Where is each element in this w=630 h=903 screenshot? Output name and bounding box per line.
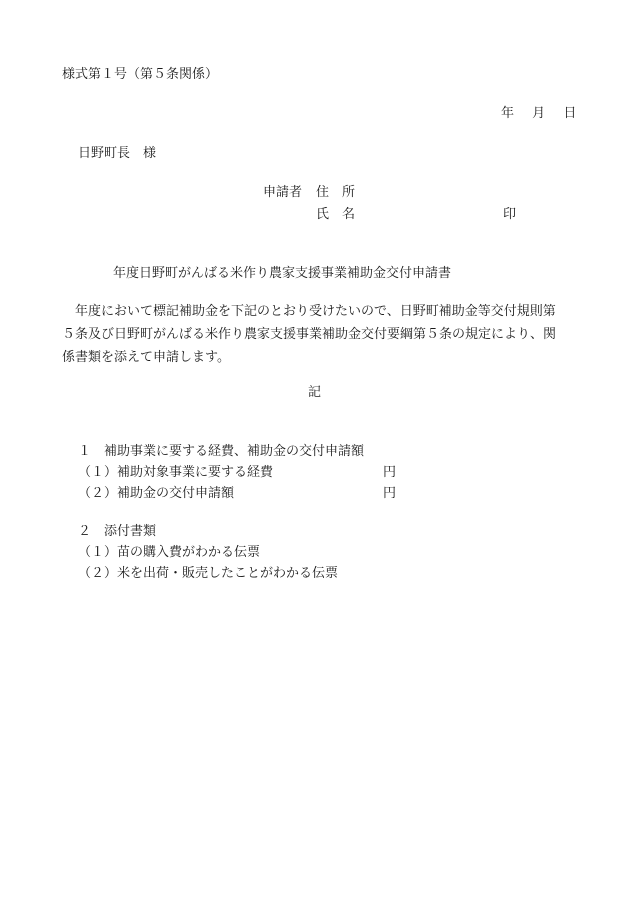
- seal-mark: 印: [503, 207, 517, 222]
- form-number-label: 様式第１号（第５条関係）: [62, 67, 219, 82]
- ki-notation: 記: [308, 385, 322, 400]
- body-line: ５条及び日野町がんばる米作り農家支援事業補助金交付要綱第５条の規定により、関: [62, 327, 557, 342]
- section-1-item-1-unit: 円: [383, 465, 397, 480]
- section-1-item-2-label: （２）補助金の交付申請額: [78, 486, 235, 501]
- applicant-label: 申請者: [263, 185, 303, 200]
- body-line: 年度において標記補助金を下記のとおり受けたいので、日野町補助金等交付規則第: [62, 304, 556, 319]
- date-month: 月: [532, 106, 546, 121]
- date-line: [501, 106, 576, 122]
- date-day: 日: [563, 106, 577, 121]
- section-1-item-2-unit: 円: [383, 486, 397, 501]
- date-year: 年: [501, 106, 515, 121]
- applicant-address-label: 住 所: [316, 185, 356, 200]
- applicant-name-label: 氏 名: [316, 207, 356, 222]
- body-line: 係書類を添えて申請します。: [62, 350, 230, 365]
- section-2-item-2: （２）米を出荷・販売したことがわかる伝票: [78, 566, 339, 581]
- section-1-heading: １ 補助事業に要する経費、補助金の交付申請額: [78, 444, 365, 459]
- section-1-item-1-label: （１）補助対象事業に要する経費: [78, 465, 274, 480]
- addressee: 日野町長 様: [78, 146, 157, 161]
- section-2-item-1: （１）苗の購入費がわかる伝票: [78, 545, 261, 560]
- body-paragraph: [62, 300, 574, 369]
- section-2-heading: ２ 添付書類: [78, 524, 157, 539]
- document-title: 年度日野町がんばる米作り農家支援事業補助金交付申請書: [113, 266, 452, 281]
